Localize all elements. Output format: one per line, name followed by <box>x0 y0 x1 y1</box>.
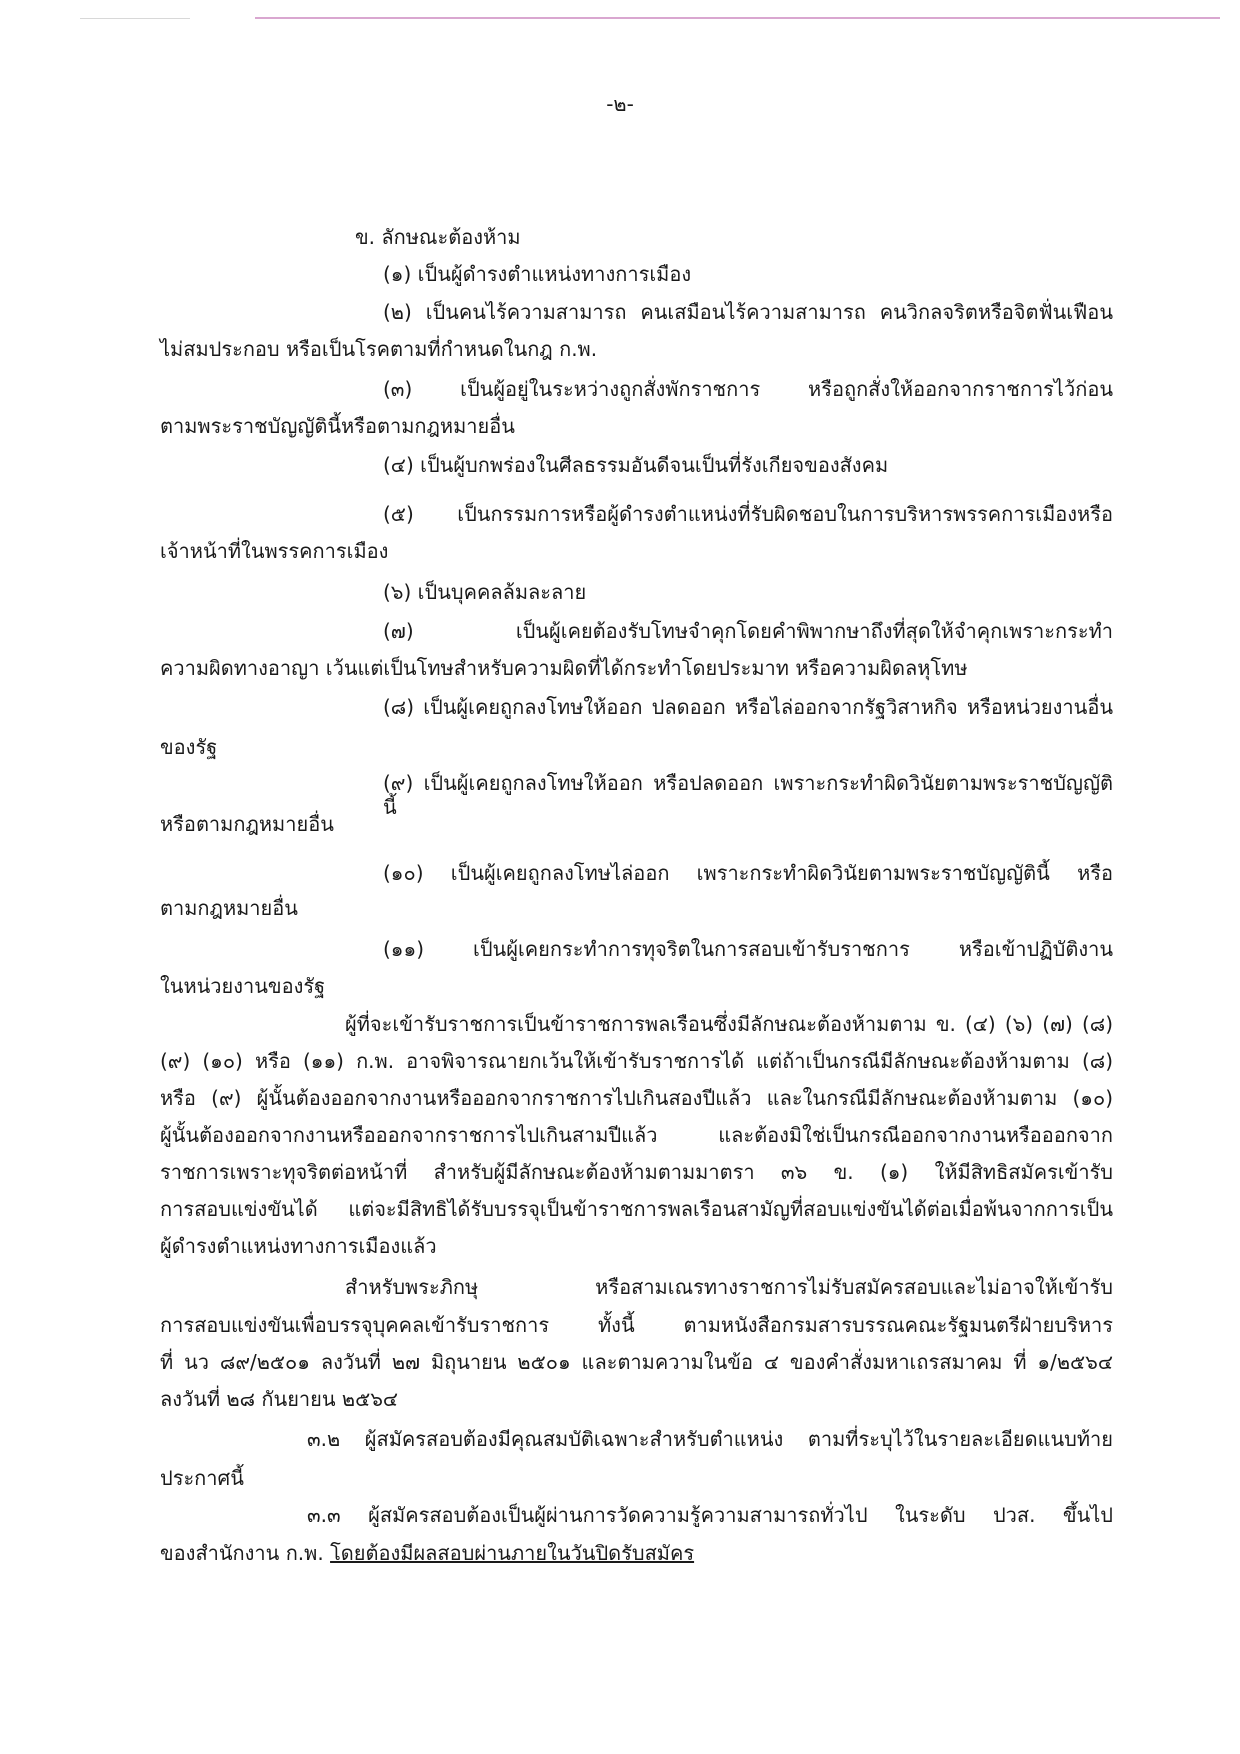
paragraph-line: ราชการเพราะทุจริตต่อหน้าที่ สำหรับผู้มีลักษณะต้องห้ามตามมาตรา ๓๖ ข. (๑) ให้มีสิทธิสมัครเข้ารับ <box>160 1160 1113 1184</box>
list-item-continuation: ตามกฎหมายอื่น <box>160 896 298 920</box>
header-rule <box>255 17 1220 19</box>
list-item: (๑) เป็นผู้ดำรงตำแหน่งทางการเมือง <box>383 262 692 286</box>
paragraph-line: ที่ นว ๘๙/๒๕๐๑ ลงวันที่ ๒๗ มิถุนายน ๒๕๐๑ และตามความในข้อ ๔ ของคำสั่งมหาเถรสมาคม ที่ ๑/๒๕๖๔ <box>160 1350 1113 1374</box>
paragraph-line: การสอบแข่งขันได้ แต่จะมีสิทธิได้รับบรรจุเป็นข้าราชการพลเรือนสามัญที่สอบแข่งขันได้ต่อเมื่อพ้นจากการเป็น <box>160 1197 1113 1221</box>
section-title: ข. ลักษณะต้องห้าม <box>355 225 521 249</box>
list-item: (๕) เป็นกรรมการหรือผู้ดำรงตำแหน่งที่รับผิดชอบในการบริหารพรรคการเมืองหรือ <box>383 502 1113 526</box>
paragraph-line: สำหรับพระภิกษุ หรือสามเณรทางราชการไม่รับสมัครสอบและไม่อาจให้เข้ารับ <box>345 1275 1113 1299</box>
list-item: (๗) เป็นผู้เคยต้องรับโทษจำคุกโดยคำพิพากษาถึงที่สุดให้จำคุกเพราะกระทำ <box>383 619 1113 643</box>
paragraph-line: ผู้นั้นต้องออกจากงานหรือออกจากราชการไปเกินสามปีแล้ว และต้องมิใช่เป็นกรณีออกจากงานหรือออกจาก <box>160 1123 1113 1147</box>
list-item-continuation: ของรัฐ <box>160 735 218 759</box>
paragraph-line: (๙) (๑๐) หรือ (๑๑) ก.พ. อาจพิจารณายกเว้นให้เข้ารับราชการได้ แต่ถ้าเป็นกรณีมีลักษณะต้องห้ามตาม (๘) <box>160 1049 1113 1073</box>
list-item: (๓) เป็นผู้อยู่ในระหว่างถูกสั่งพักราชการ หรือถูกสั่งให้ออกจากราชการไว้ก่อน <box>383 377 1114 401</box>
list-item-continuation: ในหน่วยงานของรัฐ <box>160 974 326 998</box>
list-item: (๑๑) เป็นผู้เคยกระทำการทุจริตในการสอบเข้ารับราชการ หรือเข้าปฏิบัติงาน <box>383 937 1113 961</box>
list-item-continuation: ไม่สมประกอบ หรือเป็นโรคตามที่กำหนดในกฎ ก.พ. <box>160 337 598 361</box>
clause-3-3: ๓.๓ ผู้สมัครสอบต้องเป็นผู้ผ่านการวัดความรู้ความสามารถทั่วไป ในระดับ ปวส. ขึ้นไป <box>307 1503 1113 1527</box>
list-item: (๑๐) เป็นผู้เคยถูกลงโทษไล่ออก เพราะกระทำผิดวินัยตามพระราชบัญญัตินี้ หรือ <box>383 861 1114 885</box>
list-item: (๙) เป็นผู้เคยถูกลงโทษให้ออก หรือปลดออก เพราะกระทำผิดวินัยตามพระราชบัญญัตินี้ <box>383 771 1113 819</box>
list-item: (๒) เป็นคนไร้ความสามารถ คนเสมือนไร้ความสามารถ คนวิกลจริตหรือจิตฟั่นเฟือน <box>383 300 1113 324</box>
paragraph-line: ลงวันที่ ๒๘ กันยายน ๒๕๖๔ <box>160 1387 399 1411</box>
list-item: (๘) เป็นผู้เคยถูกลงโทษให้ออก ปลดออก หรือไล่ออกจากรัฐวิสาหกิจ หรือหน่วยงานอื่น <box>383 695 1113 719</box>
list-item: (๔) เป็นผู้บกพร่องในศีลธรรมอันดีจนเป็นที่รังเกียจของสังคม <box>383 453 889 477</box>
underlined-condition: โดยต้องมีผลสอบผ่านภายในวันปิดรับสมัคร <box>330 1541 695 1565</box>
page-number: -๒- <box>606 92 634 116</box>
list-item-continuation: หรือตามกฎหมายอื่น <box>160 812 334 836</box>
paragraph-line: ผู้ที่จะเข้ารับราชการเป็นข้าราชการพลเรือนซึ่งมีลักษณะต้องห้ามตาม ข. (๔) (๖) (๗) (๘) <box>345 1012 1113 1036</box>
paragraph-line: หรือ (๙) ผู้นั้นต้องออกจากงานหรือออกจากราชการไปเกินสองปีแล้ว และในกรณีมีลักษณะต้องห้ามตาม (๑๐) <box>160 1086 1113 1110</box>
list-item-continuation: ความผิดทางอาญา เว้นแต่เป็นโทษสำหรับความผิดที่ได้กระทำโดยประมาท หรือความผิดลหุโทษ <box>160 656 968 680</box>
scan-edge-mark <box>80 18 190 19</box>
clause-3-2-continuation: ประกาศนี้ <box>160 1466 244 1490</box>
list-item-continuation: ตามพระราชบัญญัตินี้หรือตามกฎหมายอื่น <box>160 414 515 438</box>
list-item: (๖) เป็นบุคคลล้มละลาย <box>383 580 587 604</box>
clause-3-3-continuation: ของสำนักงาน ก.พ. โดยต้องมีผลสอบผ่านภายในวันปิดรับสมัคร <box>160 1541 695 1565</box>
list-item-continuation: เจ้าหน้าที่ในพรรคการเมือง <box>160 539 389 563</box>
paragraph-line: การสอบแข่งขันเพื่อบรรจุบุคคลเข้ารับราชการ ทั้งนี้ ตามหนังสือกรมสารบรรณคณะรัฐมนตรีฝ่ายบริหาร <box>160 1313 1113 1337</box>
clause-3-2: ๓.๒ ผู้สมัครสอบต้องมีคุณสมบัติเฉพาะสำหรับตำแหน่ง ตามที่ระบุไว้ในรายละเอียดแนบท้าย <box>307 1427 1113 1451</box>
paragraph-line: ผู้ดำรงตำแหน่งทางการเมืองแล้ว <box>160 1234 437 1258</box>
